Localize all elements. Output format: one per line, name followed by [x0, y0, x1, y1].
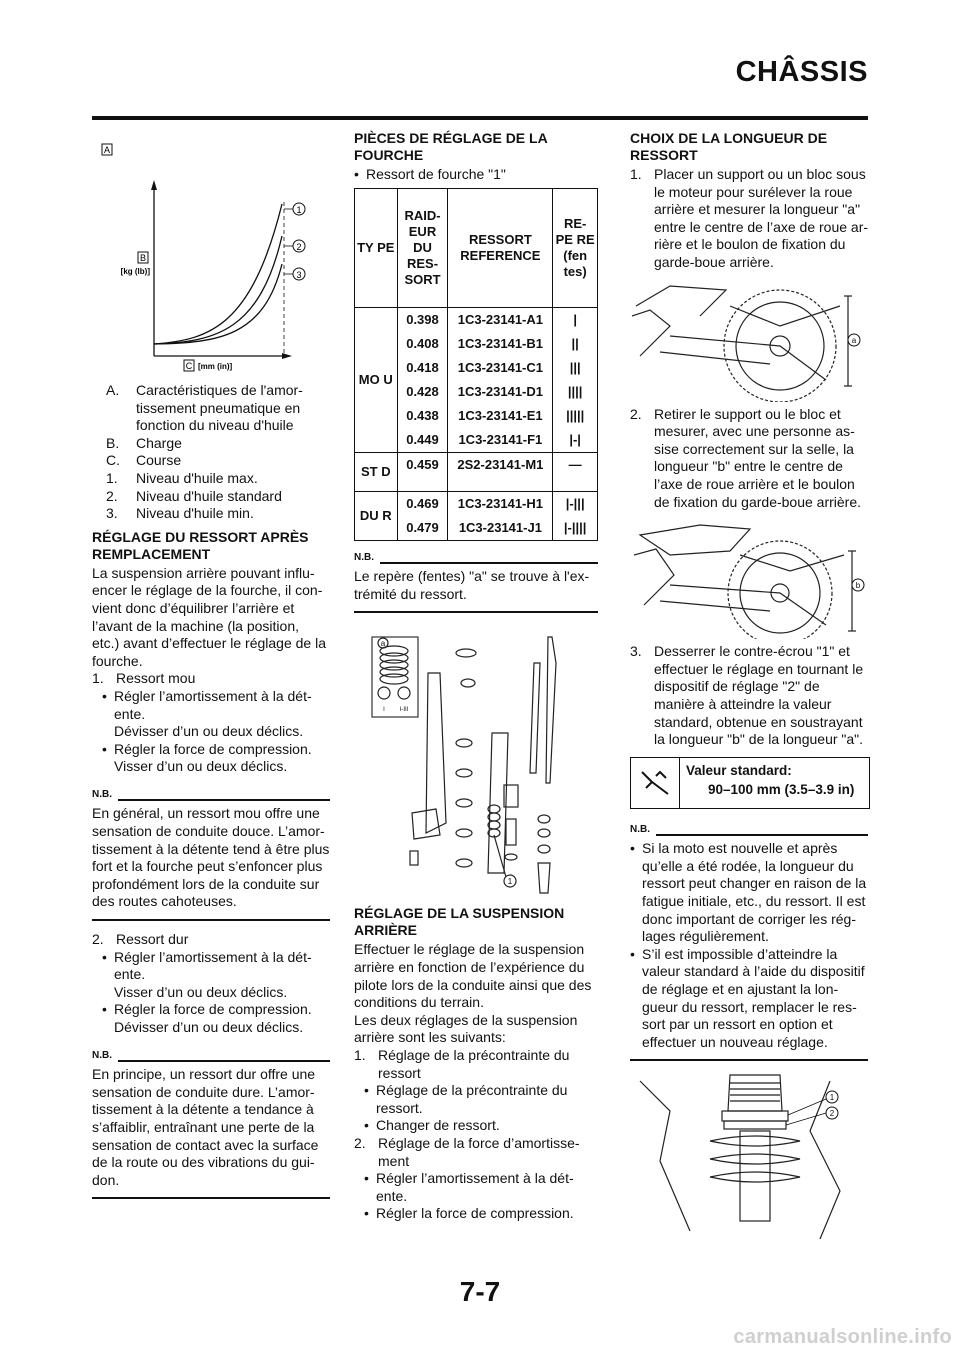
column-3	[630, 124, 868, 1241]
bullet-item: • Régler la force de compression.	[364, 1205, 574, 1222]
section-heading: RÉGLAGE DU RESSORT APRÈS REMPLACEMENT	[92, 528, 309, 562]
list-item: 2. Retirer le support ou le bloc et mesurer, avec une personne as-sise correctement sur la selle, la longueur "b" entre le centre de l’axe de roue arrière et le boulon de fixation du garde-boue arrière.	[630, 405, 862, 510]
note-box	[354, 549, 598, 614]
section-heading: PIÈCES DE RÉGLAGE DE LA FOURCHE	[354, 130, 548, 163]
bullet-subtext: Visser d’un ou deux déclics.	[114, 758, 288, 775]
page-header	[92, 50, 868, 120]
column-1	[92, 124, 330, 1209]
legend-item: 2. Niveau d'huile standard	[106, 487, 282, 504]
type-cell: MO U	[355, 307, 398, 452]
list-item: 1. Réglage de la précontrainte du ressort	[354, 1046, 570, 1081]
bike-rear-lifted-illustration	[630, 276, 868, 402]
note-label: N.B.	[630, 821, 868, 839]
bullet-subtext: Dévisser d’un ou deux déclics.	[114, 723, 304, 740]
table-row: ST D 0.459 2S2-23141-M1 —	[355, 452, 598, 491]
section-heading: RÉGLAGE DE LA SUSPENSION ARRIÈRE	[354, 905, 565, 939]
page-number: 7-7	[459, 1276, 501, 1307]
bullet-subtext: Visser d’un ou deux déclics.	[114, 983, 288, 1000]
note-box	[92, 1047, 330, 1200]
note-box	[92, 786, 330, 921]
table-row: 0.408 1C3-23141-B1 ||	[355, 332, 598, 356]
damping-graph	[92, 124, 330, 376]
svg-text:1: 1	[829, 1093, 835, 1103]
bullet-item: • Régler l’amortissement à la dét-ente.	[102, 948, 312, 983]
table-header-row	[355, 188, 598, 307]
header-rule	[92, 116, 868, 120]
col-header: RESSORT REFERENCE	[448, 188, 553, 307]
svg-text:a: a	[851, 335, 857, 345]
table-row: MO U 0.398 1C3-23141-A1 |	[355, 307, 598, 332]
fork-parts-illustration	[354, 623, 598, 895]
svg-text:I-III: I-III	[399, 707, 409, 714]
list-item: 2. Réglage de la force d’amortisse-ment	[354, 1134, 580, 1169]
legend-item: 1. Niveau d'huile max.	[106, 469, 258, 486]
graph-mark-3: 3	[296, 270, 302, 280]
note-label: N.B.	[92, 1047, 330, 1065]
section-heading: CHOIX DE LA LONGUEUR DE RESSORT	[630, 130, 828, 163]
page-title: CHÂSSIS	[735, 56, 868, 88]
legend-item: B. Charge	[106, 434, 182, 451]
fork-spring-table	[354, 188, 598, 541]
svg-text:2: 2	[829, 1109, 835, 1119]
bullet-subtext: Dévisser d’un ou deux déclics.	[114, 1019, 304, 1035]
table-row: 0.428 1C3-23141-D1 ||||	[355, 380, 598, 404]
bullet-item: • S’il est impossible d’atteindre la valeur standard à l’aide du dispositif de réglage et en ajustant la lon-gueur du ressort, remplacer le res-sort par un ressort en option et effectuer un nouveau réglage.	[630, 945, 865, 1050]
col-header: RAID-EUR DU RES-SORT	[397, 188, 448, 307]
watermark: carmanualsonline.info	[733, 1326, 952, 1348]
graph-label-a: A	[103, 145, 111, 155]
shock-spring-illustration	[630, 1071, 868, 1241]
table-row: 0.418 1C3-23141-C1 |||	[355, 356, 598, 380]
standard-value-box	[630, 757, 870, 809]
list-item: 2. Ressort dur	[92, 931, 189, 948]
graph-y-unit: [kg (lb)]	[120, 267, 150, 276]
legend-item: 3. Niveau d'huile min.	[106, 505, 254, 522]
list-item: 1. Placer un support ou un bloc sous le moteur pour surélever la roue arrière et mesurer la longueur "a" entre le centre de l’axe de roue ar-rière et le boulon de fixation du garde-boue arrière.	[630, 166, 869, 270]
bullet-item: • Réglage de la précontrainte du ressort.	[364, 1082, 568, 1116]
col-header: RE-PE RE (fen tes)	[553, 188, 598, 307]
paragraph: La suspension arrière pouvant influ-encer le réglage de la fourche, il con-vient donc d’équilibrer l’arrière et l’avant de la machine (la position, etc.) avant d’effectuer le réglage de la fourche.	[92, 564, 327, 669]
note-text: Le repère (fentes) "a" se trouve à l'ex-trémité du ressort.	[354, 568, 590, 602]
bullet-item: • Si la moto est nouvelle et après qu’elle a été rodée, la longueur du ressort peut changer en raison de la fatigue initiale, etc., du ressort. Il est donc important de corriger les rég-lages régulièrement.	[630, 840, 867, 945]
standard-value-label: Valeur standard:	[686, 762, 792, 778]
graph-mark-2: 2	[296, 242, 302, 252]
graph-legend	[92, 382, 330, 523]
type-cell: ST D	[355, 452, 398, 491]
graph-x-unit: [mm (in)]	[198, 362, 233, 371]
svg-text:b: b	[855, 581, 861, 591]
col-header: TY PE	[355, 188, 398, 307]
table-row: 0.479 1C3-23141-J1 |-||||	[355, 516, 598, 541]
note-label: N.B.	[354, 549, 598, 567]
paragraph: Effectuer le réglage de la suspension arrière en fonction de l’expérience du pilote lors de la conduite ainsi que des conditions du terrain.	[354, 941, 592, 1011]
standard-value: 90–100 mm (3.5–3.9 in)	[708, 781, 855, 797]
bullet-item: • Régler l’amortissement à la dét-ente.	[364, 1170, 574, 1204]
table-row: 0.438 1C3-23141-E1 |||||	[355, 404, 598, 428]
svg-text:a: a	[380, 639, 386, 649]
bike-rear-seated-illustration	[630, 515, 868, 639]
legend-item: A. Caractéristiques de l'amor-tissement pneumatique en fonction du niveau d'huile	[106, 382, 303, 434]
legend-item: C. Course	[106, 452, 182, 469]
note-label: N.B.	[92, 786, 330, 804]
bullet-item: • Régler la force de compression.	[102, 740, 312, 757]
bullet-item: • Régler l’amortissement à la dét-ente.	[102, 687, 312, 722]
note-box	[630, 821, 868, 1062]
svg-text:I: I	[383, 707, 385, 714]
svg-text:1: 1	[507, 877, 513, 887]
table-row: DU R 0.469 1C3-23141-H1 |-|||	[355, 491, 598, 516]
bullet-item: • Ressort de fourche "1"	[354, 166, 506, 182]
type-cell: DU R	[355, 491, 398, 540]
bullet-item: • Régler la force de compression.	[102, 1001, 312, 1018]
list-item: 3. Desserrer le contre-écrou "1" et effectuer le réglage en tournant le dispositif de réglage "2" de manière à atteindre la valeur standard, obtenue en soustrayant la longueur "b" de la longueur "a".	[630, 643, 864, 748]
column-2	[354, 124, 598, 1223]
graph-mark-1: 1	[296, 205, 302, 215]
table-row: 0.449 1C3-23141-F1 |-|	[355, 428, 598, 453]
caliper-icon	[631, 758, 680, 808]
note-text: En général, un ressort mou offre une sensation de conduite douce. L’amor-tissement à la détente tend à être plus fort et la fourche peut s’enfoncer plus profondément lors de la conduite sur des routes cahoteuses.	[92, 805, 330, 910]
graph-label-b: B	[139, 253, 147, 263]
paragraph: Les deux réglages de la suspension arrière sont les suivants:	[354, 1011, 578, 1046]
list-item: 1. Ressort mou	[92, 670, 196, 687]
graph-label-c: C	[185, 361, 193, 371]
bullet-item: • Changer de ressort.	[364, 1117, 500, 1134]
note-text: En principe, un ressort dur offre une sensation de conduite dure. L’amor-tissement à la détente a tendance à s’affaiblir, entraînant une perte de la sensation de contact avec la surface de la route ou des vibrations du gui-don.	[92, 1066, 319, 1188]
